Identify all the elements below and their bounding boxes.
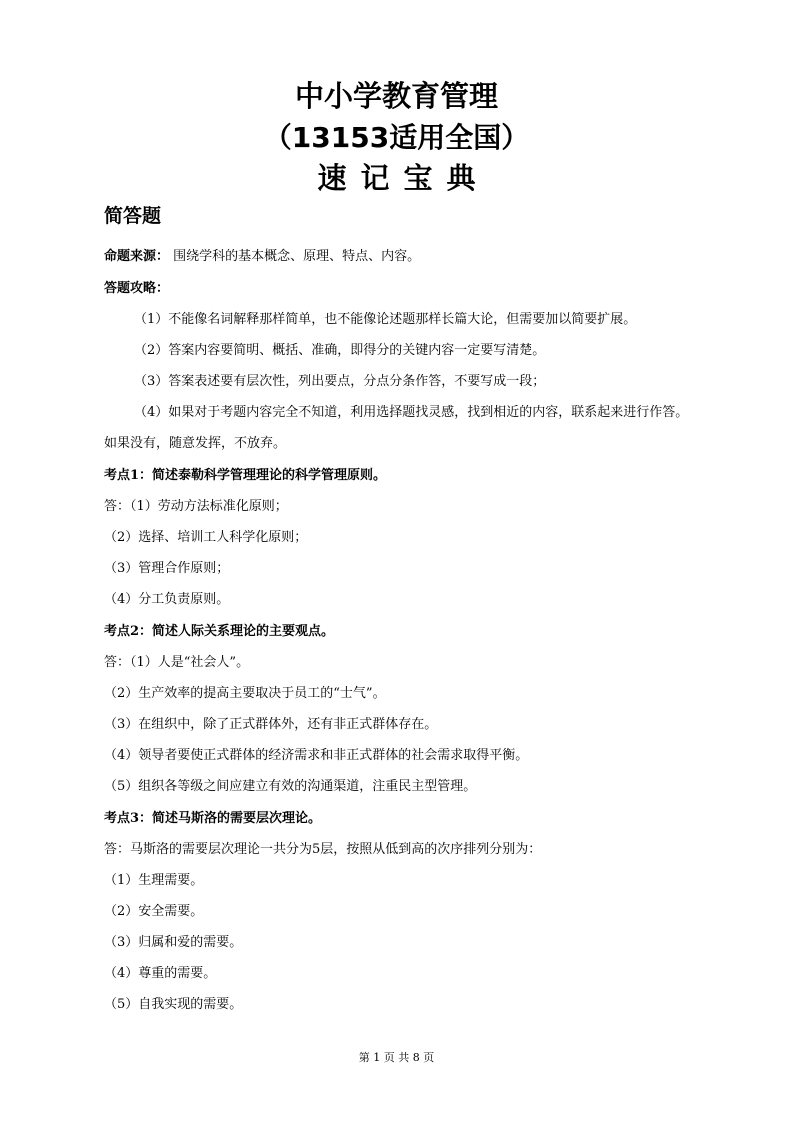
point-line: （3）管理合作原则； [104,561,230,576]
strategy-continuation: 如果没有，随意发挥，不放弃。 [104,436,287,451]
point-line: （4）分工负责原则。 [104,592,230,607]
point-title: 考点2：简述人际关系理论的主要观点。 [104,624,335,639]
point-line: （1）生理需要。 [104,873,204,888]
document-subtitle: （13153适用全国） [263,121,530,154]
strategy-item: （3）答案表述要有层次性，列出要点，分点分条作答，不要写成一段； [134,374,546,389]
strategy-item: （1）不能像名词解释那样简单，也不能像论述题那样长篇大论，但需要加以简要扩展。 [134,312,637,327]
point-line: （2）生产效率的提高主要取决于员工的“士气”。 [104,686,386,701]
page-footer: 第 1 页 共 8 页 [358,1051,435,1064]
point-title: 考点3：简述马斯洛的需要层次理论。 [104,811,322,826]
source-line [104,247,724,267]
point-line: （4）领导者要使正式群体的经济需求和非正式群体的社会需求取得平衡。 [104,748,529,763]
point-line: 答：（1）人是“社会人”。 [104,655,250,670]
source-text: 围绕学科的基本概念、原理、特点、内容。 [173,249,421,264]
point-line: （5）自我实现的需要。 [104,997,243,1012]
source-label: 命题来源： [104,249,170,264]
point-title: 考点1：简述泰勒科学管理理论的科学管理原则。 [104,468,387,483]
strategy-label: 答题攻略： [104,281,170,296]
section-heading: 简答题 [104,205,162,227]
point-line: （5）组织各等级之间应建立有效的沟通渠道，注重民主型管理。 [104,779,477,794]
point-line: （2）选择、培训工人科学化原则； [104,530,308,545]
strategy-item: （4）如果对于考题内容完全不知道，利用选择题找灵感，找到相近的内容，联系起来进行作答。 [134,405,689,420]
point-line: （3）归属和爱的需要。 [104,935,243,950]
document-tagline: 速记宝典 [317,161,490,195]
point-line: 答：马斯洛的需要层次理论一共分为5层，按照从低到高的次序排列分别为： [104,842,542,857]
point-line: （2）安全需要。 [104,904,204,919]
strategy-item: （2）答案内容要简明、概括、准确，即得分的关键内容一定要写清楚。 [134,343,546,358]
point-line: 答：（1）劳动方法标准化原则； [104,499,288,514]
document-title: 中小学教育管理 [294,79,498,113]
point-line: （3）在组织中，除了正式群体外，还有非正式群体存在。 [104,717,438,732]
point-line: （4）尊重的需要。 [104,966,217,981]
